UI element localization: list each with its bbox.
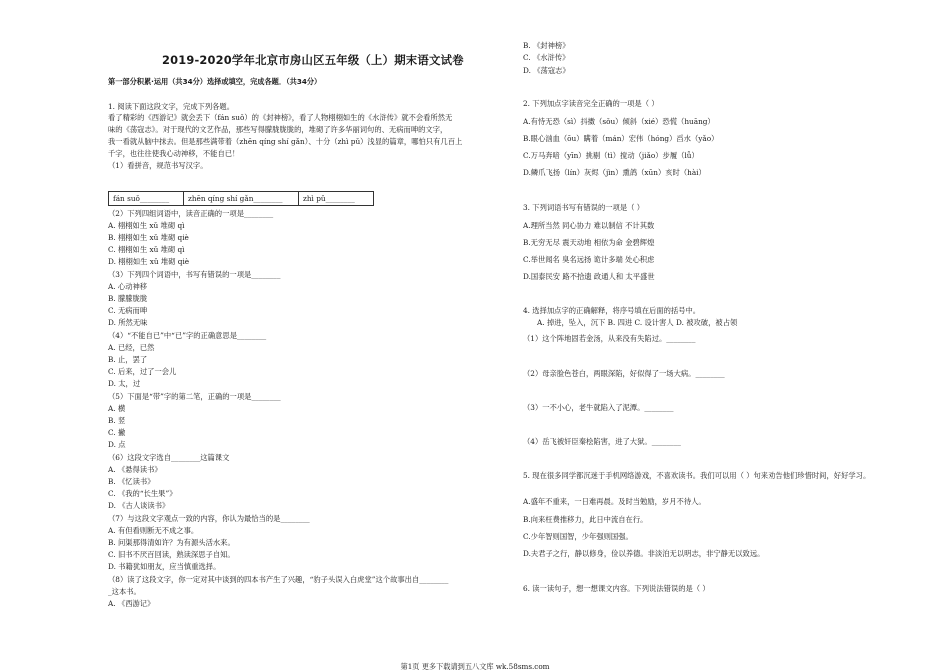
passage-line: （1）看拼音，规范书写汉字。 [108, 161, 208, 170]
passage-line: 我一看就从脑中抹去。但是那些满带着（zhēn qíng shí gǎn）、十分（zhì pǔ）浅显的篇章，哪怕只有几百上 [108, 137, 463, 146]
option-line: D.国泰民安 路不拾遗 政通人和 太平盛世 [523, 272, 655, 281]
passage-line: 味的《荡寇志》。对于现代的文艺作品，那些写得朦胧胧胧的，堆砌了许多华丽词句的、无病而呻的文字， [108, 125, 448, 134]
option-line: C.万马奔喑（yīn）挑剔（tì）搅动（jiǎo）步履（lǚ） [523, 151, 699, 160]
document-title: 2019-2020学年北京市房山区五年级（上）期末语文试卷 [162, 53, 464, 67]
option-line: B. 止，罢了 [108, 355, 148, 364]
question-5: 5. 现在很多同学都沉迷于手机网络游戏，不喜欢读书。我们可以用（ ）句来劝告他们珍惜时间，好好学习。 [523, 471, 871, 480]
option-line: C.举世闻名 臭名远扬 诡计多端 处心积虑 [523, 255, 655, 264]
option-line: A.有恃无恐（sì）抖擞（sǒu）倾斜（xié）恐慌（huāng） [523, 117, 715, 126]
option-line: B.无穷无尽 震天动地 相依为命 金碧辉煌 [523, 238, 655, 247]
question-2: 2. 下列加点字读音完全正确的一项是（ ） [523, 99, 659, 108]
option-line: C. 无病而呻 [108, 306, 148, 315]
option-line: A.盛年不重来，一日难再晨。及时当勉励，岁月不待人。 [523, 497, 706, 506]
passage-line: 千字，也往往使我心动神移，不能自已！ [108, 149, 240, 158]
option-line: B.向来枉费推移力，此日中流自在行。 [523, 515, 648, 524]
option-line: C. 撇 [108, 428, 126, 437]
option-line: C. 旧书不厌百回读，熟读深思子自知。 [108, 550, 235, 559]
option-line: D. 书籍犹如朋友，应当慎重选择。 [108, 562, 221, 571]
option-line: D. 点 [108, 440, 126, 449]
page-footer: 第1页 更多下载请到五八文库 wk.58sms.com [400, 662, 550, 671]
option-line: A. 《悬得读书》 [108, 465, 162, 474]
option-line: D. 《荡寇志》 [523, 66, 570, 75]
option-line: B. 《忆读书》 [108, 477, 155, 486]
question-line: （3）下列四个词语中，书写有错误的一项是________ [108, 270, 281, 279]
option-line: D.鳞爪飞扬（lín）灰烬（jìn）熏鸽（xūn）亥时（hài） [523, 168, 706, 177]
option-line: A. 心动神移 [108, 282, 148, 291]
q1-intro: 1. 阅读下面这段文字，完成下列各题。 [108, 102, 235, 111]
question-line: （5）下面是“带”字的第二笔，正确的一项是________ [108, 392, 281, 401]
sub-question: （2）母亲脸色苍白，两眼深陷，好似得了一场大病。________ [523, 369, 725, 378]
question-line: （8）读了这段文字，你一定对其中谈到的四本书产生了兴趣，“豹子头误入白虎堂”这个故事出自________ [108, 575, 449, 584]
option-line: C. 《我的“长生果”》 [108, 489, 177, 498]
option-line: C. 《水浒传》 [523, 53, 570, 62]
question-line: （6）这段文字选自________这篇课文 [108, 453, 230, 462]
option-line: A.理所当然 同心协力 难以制信 不计其数 [523, 221, 655, 230]
pinyin-cell-zhenqingshigan[interactable]: zhēn qíng shí gǎn________ [184, 192, 299, 206]
option-line: D.夫君子之行，静以修身，俭以养德。非淡泊无以明志，非宁静无以致远。 [523, 549, 765, 558]
option-line: C. 栩栩如生 xǔ 堆砌 qì [108, 245, 185, 254]
option-line: D. 栩栩如生 xǔ 堆砌 qiè [108, 257, 190, 266]
option-line: B. 《封神榜》 [523, 41, 570, 50]
question-line: _这本书。 [108, 587, 141, 596]
section-heading: 第一部分积累·运用（共34分）选择或填空，完成各题．（共34分） [108, 77, 322, 86]
option-line: A. 已经，已然 [108, 343, 155, 352]
option-line: B. 朦朦胧胧 [108, 294, 148, 303]
option-line: A. 《西游记》 [108, 599, 155, 608]
pinyin-cell-zhipu[interactable]: zhì pǔ________ [299, 192, 374, 206]
option-line: B. 栩栩如生 xǔ 堆砌 qiè [108, 233, 189, 242]
passage-line: 看了精彩的《西游记》就会丢下（fán suǒ）的《封神榜》，看了人物栩栩如生的《水浒传》就不会看所然无 [108, 113, 453, 122]
option-line: C.少年智则国智，少年强则国强。 [523, 532, 633, 541]
option-line: A. 横 [108, 404, 126, 413]
option-line: B. 竖 [108, 416, 126, 425]
sub-question: （1）这个阵地固若金汤，从来没有失陷过。________ [523, 334, 696, 343]
question-line: （4）“不能自已”中“已”字的正确意思是________ [108, 331, 267, 340]
option-line: B. 问渠那得清如许？为有源头活水来。 [108, 538, 235, 547]
option-line: A. 有但看则断无不成之事。 [108, 526, 199, 535]
question-3: 3. 下列词语书写有错误的一项是（ ） [523, 203, 645, 212]
pinyin-answer-table [108, 191, 374, 206]
question-line: （2）下列四组词语中，读音正确的一项是________ [108, 209, 274, 218]
question-4: 4. 选择加点字的正确解释，将序号填在后面的括号中。 [523, 306, 701, 315]
sub-question: （3）一不小心，老牛就陷入了泥潭。________ [523, 403, 674, 412]
option-line: A. 栩栩如生 xǔ 堆砌 qì [108, 221, 185, 230]
option-line: C. 后来，过了一会儿 [108, 367, 177, 376]
question-6: 6. 读一读句子，想一想课文内容。下列说法错误的是（ ） [523, 584, 710, 593]
option-line: A. 掉进，坠入，沉下 B. 四进 C. 设计害人 D. 被攻破，被占领 [537, 318, 738, 327]
option-line: D. 所然无味 [108, 318, 148, 327]
option-line: D. 太，过 [108, 379, 141, 388]
option-line: D. 《古人谈读书》 [108, 501, 170, 510]
sub-question: （4）岳飞被奸臣秦桧陷害，进了大狱。________ [523, 437, 681, 446]
option-line: B.眼心汹血（ōu）瞒着（mán）宏伟（hóng）舀水（yǎo） [523, 134, 719, 143]
pinyin-cell-fansuo[interactable]: fán suǒ________ [109, 192, 184, 206]
question-line: （7）与这段文字观点一致的内容，你认为最恰当的是________ [108, 514, 310, 523]
